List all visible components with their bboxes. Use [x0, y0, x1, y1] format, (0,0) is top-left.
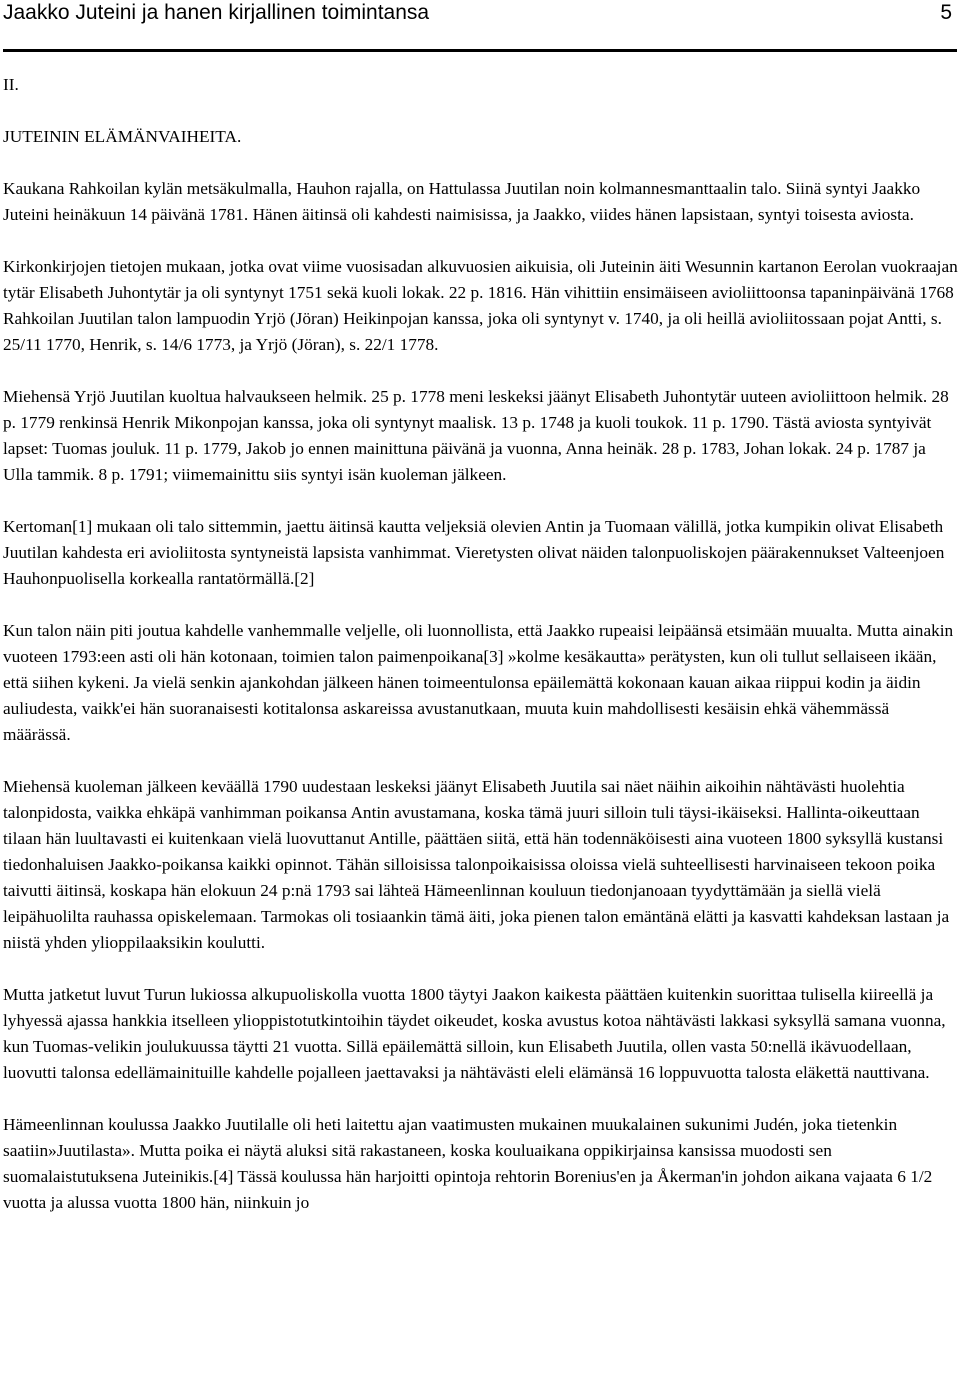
page-number: 5	[940, 1, 952, 24]
body-paragraph: Hämeenlinnan koulussa Jaakko Juutilalle oli heti laitettu ajan vaatimusten mukainen muukalainen sukunimi Judén, joka tietenkin saatiin»Juutilasta». Mutta poika ei näytä aluksi sitä rakastaneen, koska kouluaikana oppikirjainsa kansissa muodosti sen suomalaistutuksena Juteinikis.[4] Tässä koulussa hän harjoitti opintoja rehtorin Borenius'en ja Åkerman'in johdon aikana vajaata 6 1/2 vuotta ja alussa vuotta 1800 hän, niinkuin jo	[3, 1115, 933, 1212]
body-paragraph: Kertoman[1] mukaan oli talo sittemmin, jaettu äitinsä kautta veljeksiä olevien Antin ja Tuomaan välillä, jotka kumpikin olivat Elisabeth Juutilan kahdesta eri avioliitosta syntyneistä lapsista vanhimmat. Vieretysten olivat näiden talonpuoliskojen päärakennukset Valteenjoen Hauhonpuolisella korkealla rantatörmällä.[2]	[3, 517, 945, 588]
body-paragraph: Miehensä kuoleman jälkeen keväällä 1790 uudestaan leskeksi jäänyt Elisabeth Juutila sai näet näihin aikoihin nähtävästi huolehtia talonpidosta, vaikka ehkäpä vanhimman poikansa Antin avustamana, koska tämä juuri silloin tuli täysi-ikäiseksi. Hallinta-oikeuttaan tilaan hän luultavasti ei kuitenkaan vielä luovuttanut Antille, päättäen siitä, että hän todennäköisesti aina vuoteen 1800 syksyllä kustansi tiedonhaluisen Jaakko-poikansa kaikki opinnot. Tähän silloisissa talonpoikaisissa oloissa vielä suhteellisesti harvinaiseen tekoon poika taivutti äitinsä, koskapa hän elokuun 24 p:nä 1793 sai lähteä Hämeenlinnan kouluun tiedonjanoaan tyydyttämään ja siellä vielä leipähuolilta rauhassa opiskelemaan. Tarmokas oli tosiaankin tämä äiti, joka pienen talon emäntänä elätti ja kasvatti kahdeksan lastaan ja niistä yhden ylioppilaaksikin koulutti.	[3, 777, 950, 952]
document-body	[3, 72, 958, 1242]
body-paragraph: Kaukana Rahkoilan kylän metsäkulmalla, Hauhon rajalla, on Hattulassa Juutilan noin kolmannesmanttaalin talo. Siinä syntyi Jaakko Juteini heinäkuun 14 päivänä 1781. Hänen äitinsä oli kahdesti naimisissa, ja Jaakko, viides hänen lapsistaan, syntyi toisesta aviosta.	[3, 179, 921, 224]
body-paragraph: Miehensä Yrjö Juutilan kuoltua halvaukseen helmik. 25 p. 1778 meni leskeksi jäänyt Elisabeth Juhontytär uuteen avioliittoon helmik. 28 p. 1779 renkinsä Henrik Mikonpojan kanssa, joka oli syntynyt maalisk. 13 p. 1748 ja kuoli toukok. 11 p. 1790. Tästä aviosta syntyivät lapset: Tuomas jouluk. 11 p. 1779, Jakob jo ennen mainittuna päivänä ja vuonna, Anna heinäk. 28 p. 1783, Johan lokak. 24 p. 1787 ja Ulla tammik. 8 p. 1791; viimemainittu siis syntyi isän kuoleman jälkeen.	[3, 387, 949, 484]
chapter-title: JUTEININ ELÄMÄNVAIHEITA.	[3, 127, 242, 146]
chapter-number: II.	[3, 75, 19, 94]
running-header	[0, 0, 960, 30]
header-rule	[3, 49, 957, 52]
running-title: Jaakko Juteini ja hanen kirjallinen toimintansa	[3, 1, 430, 24]
body-paragraph: Mutta jatketut luvut Turun lukiossa alkupuoliskolla vuotta 1800 täytyi Jaakon kaikesta päättäen kuitenkin suorittaa tulisella kiireellä ja lyhyessä ajassa hankkia itselleen ylioppistotutkintoihin täydet oikeudet, koska avustus kotoa nähtävästi lakkasi syksyllä samana vuonna, kun Tuomas-velikin joulukuussa täytti 21 vuotta. Sillä epäilemättä silloin, kun Elisabeth Juutila, ollen vasta 50:nellä ikävuodellaan, luovutti talonsa edellämainituille kahdelle pojalleen jaettavaksi ja nähtävästi eleli elämänsä 16 loppuvuotta talosta eläkettä nauttivana.	[3, 985, 946, 1082]
body-paragraph: Kun talon näin piti joutua kahdelle vanhemmalle veljelle, oli luonnollista, että Jaakko rupeaisi leipäänsä etsimään muualta. Mutta ainakin vuoteen 1793:een asti oli hän kotonaan, toimien talon paimenpoikana[3] »kolme kesäkautta» perätysten, kun oli tullut sellaiseen ikään, että siihen kykeni. Ja vielä senkin ajankohdan jälkeen hänen toimeentulonsa epäilemättä kokonaan kauan aikaa riippui kodin ja äidin auliudesta, vaikk'ei hän suoranaisesti kotitalonsa askareissa avustanutkaan, muuta kuin mahdollisesti kesäisin ehkä vähemmässä määrässä.	[3, 621, 954, 744]
body-paragraph: Kirkonkirjojen tietojen mukaan, jotka ovat viime vuosisadan alkuvuosien aikuisia, oli Juteinin äiti Wesunnin kartanon Eerolan vuokraajan tytär Elisabeth Juhontytär ja oli syntynyt 1751 sekä kuoli lokak. 22 p. 1816. Hän vihittiin ensimäiseen avioliittoonsa tapaninpäivänä 1768 Rahkoilan Juutilan talon lampuodin Yrjö (Jöran) Heikinpojan kanssa, joka oli syntynyt v. 1740, ja oli heillä avioliitossaan pojat Antti, s. 25/11 1770, Henrik, s. 14/6 1773, ja Yrjö (Jöran), s. 22/1 1778.	[3, 257, 958, 354]
